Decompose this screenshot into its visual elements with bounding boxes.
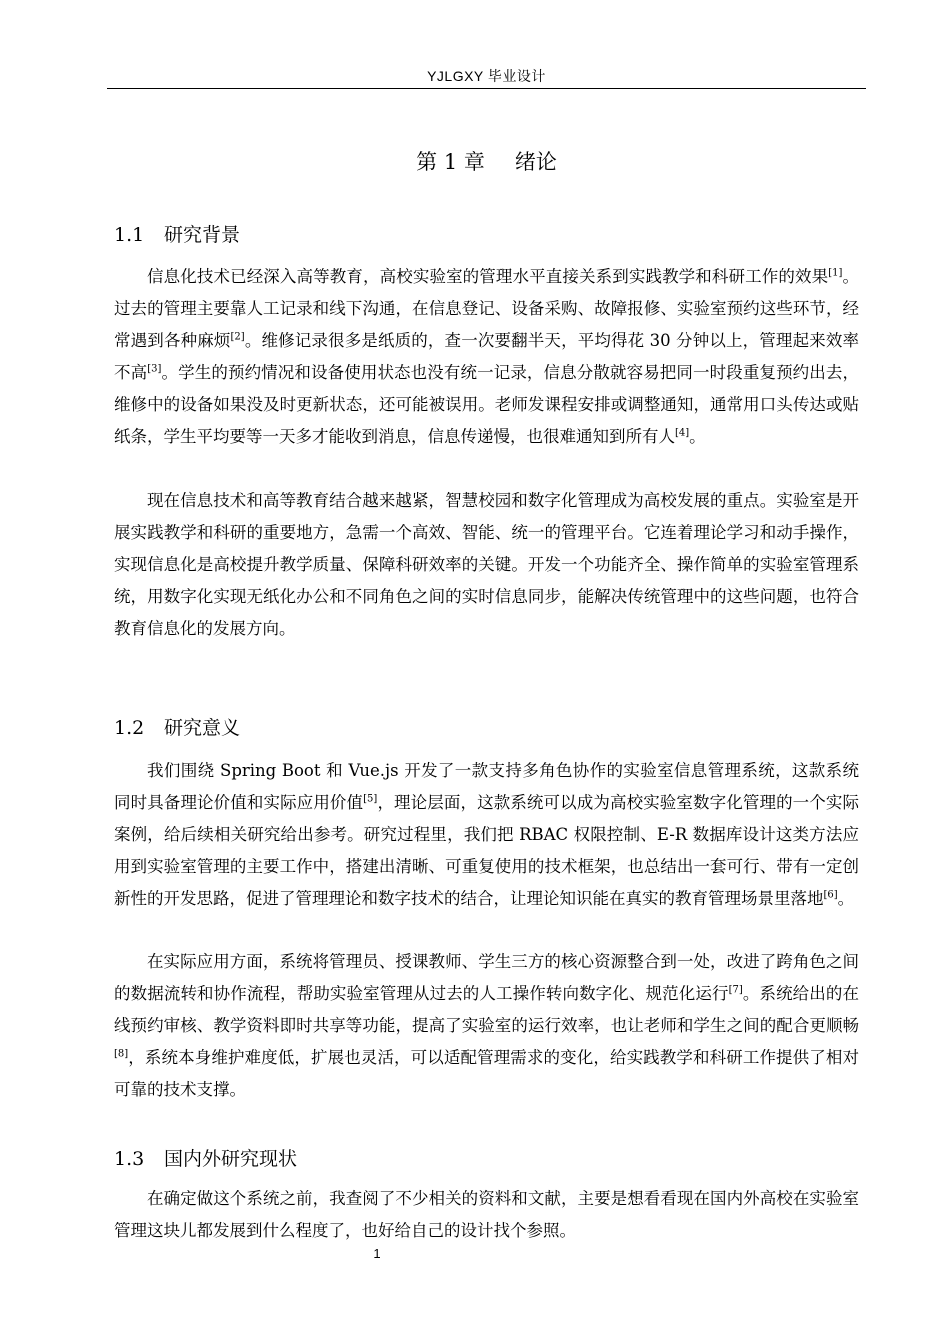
section-number: 1.3	[114, 1148, 145, 1170]
citation: [4]	[675, 427, 690, 439]
page-header: YJLGXY 毕业设计	[427, 68, 546, 84]
chapter-title	[107, 146, 866, 178]
section-number: 1.2	[114, 717, 145, 739]
section-heading	[114, 714, 240, 742]
chapter-name: 绪论	[514, 150, 557, 174]
chapter-number: 第 1 章	[416, 150, 485, 174]
section-heading	[114, 1145, 297, 1173]
citation: [3]	[147, 363, 162, 375]
paragraph: 信息化技术已经深入高等教育，高校实验室的管理水平直接关系到实践教学和科研工作的效果[1]。过去的管理主要靠人工记录和线下沟通，在信息登记、设备采购、故障报修、实验室预约这些环节，经常遇到各种麻烦[2]。维修记录很多是纸质的，查一次要翻半天，平均得花 30 分钟以上，管理起来效率不高[3]。学生的预约情况和设备使用状态也没有统一记录，信息分散就容易把同一时段重复预约出去，维修中的设备如果没及时更新状态，还可能被误用。老师发课程安排或调整通知，通常用口头传达或贴纸条，学生平均要等一天多才能收到消息，信息传递慢，也很难通知到所有人[4]。	[114, 267, 860, 446]
citation: [1]	[828, 267, 843, 279]
paragraph: 在实际应用方面，系统将管理员、授课教师、学生三方的核心资源整合到一处，改进了跨角色之间的数据流转和协作流程，帮助实验室管理从过去的人工操作转向数字化、规范化运行[7]。系统给出的在线预约审核、教学资料即时共享等功能，提高了实验室的运行效率，也让老师和学生之间的配合更顺畅[8]，系统本身维护难度低，扩展也灵活，可以适配管理需求的变化，给实践教学和科研工作提供了相对可靠的技术支撑。	[114, 952, 860, 1099]
citation: [6]	[823, 889, 838, 901]
paragraph: 在确定做这个系统之前，我查阅了不少相关的资料和文献，主要是想看看现在国内外高校在实验室管理这块儿都发展到什么程度了，也好给自己的设计找个参照。	[114, 1189, 859, 1240]
section-title: 国内外研究现状	[164, 1148, 298, 1170]
section-title: 研究意义	[164, 717, 241, 739]
section-heading	[114, 221, 240, 249]
citation: [7]	[728, 984, 743, 996]
citation: [8]	[114, 1048, 129, 1060]
paragraph: 我们围绕 Spring Boot 和 Vue.js 开发了一款支持多角色协作的实验室信息管理系统，这款系统同时具备理论价值和实际应用价值[5]，理论层面，这款系统可以成为高校实验室数字化管理的一个实际案例，给后续相关研究给出参考。研究过程里，我们把 RBAC 权限控制、E-R 数据库设计这类方法应用到实验室管理的主要工作中，搭建出清晰、可重复使用的技术框架，也总结出一套可行、带有一定创新性的开发思路，促进了管理理论和数字技术的结合，让理论知识能在真实的教育管理场景里落地[6]。	[114, 761, 860, 908]
section-title: 研究背景	[164, 224, 241, 246]
page-number: 1	[373, 1246, 381, 1261]
paragraph: 现在信息技术和高等教育结合越来越紧，智慧校园和数字化管理成为高校发展的重点。实验室是开展实践教学和科研的重要地方，急需一个高效、智能、统一的管理平台。它连着理论学习和动手操作，实现信息化是高校提升教学质量、保障科研效率的关键。开发一个功能齐全、操作简单的实验室管理系统，用数字化实现无纸化办公和不同角色之间的实时信息同步，能解决传统管理中的这些问题，也符合教育信息化的发展方向。	[114, 491, 859, 638]
section-number: 1.1	[114, 224, 145, 246]
citation: [5]	[363, 793, 378, 805]
citation: [2]	[230, 331, 245, 343]
header-rule	[107, 88, 866, 89]
